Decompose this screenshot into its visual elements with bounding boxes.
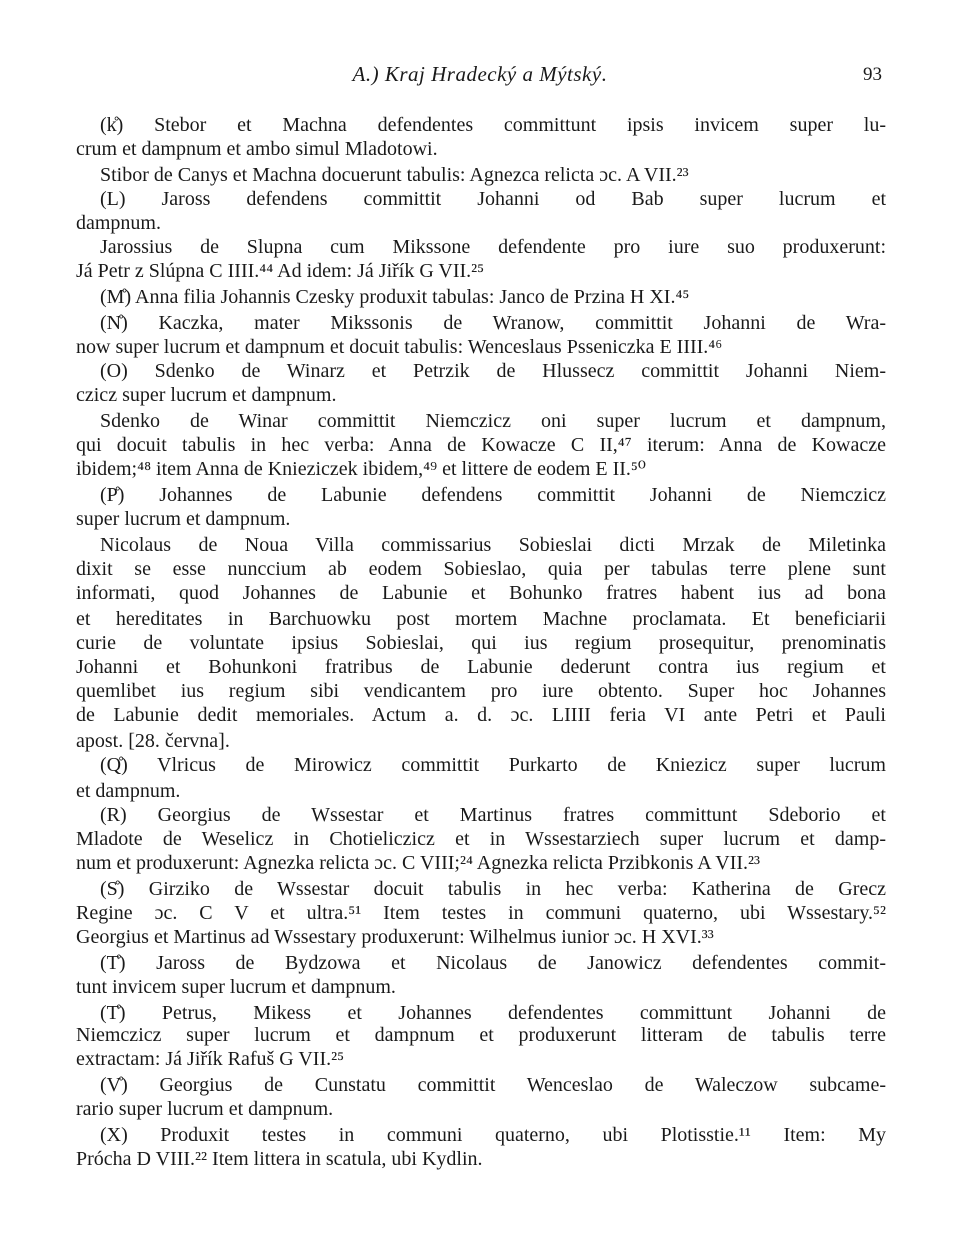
- text-line: [76, 827, 886, 851]
- text-line-content: tunt invicem super lucrum et dampnum.: [76, 976, 396, 998]
- text-line: [76, 113, 886, 137]
- text-line-content: czicz super lucrum et dampnum.: [76, 384, 337, 406]
- text-line: [76, 1073, 886, 1097]
- text-line-content: rario super lucrum et dampnum.: [76, 1098, 334, 1120]
- text-line: [76, 359, 886, 383]
- text-line-content: Mladote de Weselicz in Chotieliczicz et in Wssestarziech super lucrum et damp-: [76, 828, 886, 850]
- text-line-content: (O) Sdenko de Winarz et Petrzik de Hlussecz committit Johanni Niem-: [100, 360, 886, 382]
- text-line-content: now super lucrum et dampnum et docuit tabulis: Wenceslaus Psseniczka E IIII.⁴⁶: [76, 336, 723, 358]
- text-line-content: (V̊) Georgius de Cunstatu committit Wenceslao de Waleczow subcame-: [100, 1074, 886, 1096]
- text-line-content: qui docuit tabulis in hec verba: Anna de Kowacze C II,⁴⁷ iterum: Anna de Kowacze: [76, 434, 886, 456]
- text-line-content: dampnum.: [76, 212, 161, 234]
- text-line-content: quemlibet ius regium sibi vendicantem pro iure obtento. Super hoc Johannes: [76, 680, 886, 702]
- text-line: [76, 335, 886, 359]
- text-line-content: Johanni et Bohunkoni fratribus de Labunie dederunt contra ius regium et: [76, 656, 886, 678]
- text-line: [76, 457, 886, 481]
- text-line-content: et dampnum.: [76, 780, 181, 802]
- text-line: [76, 507, 886, 531]
- text-line-content: (T̊) Petrus, Mikess et Johannes defendentes committunt Johanni de: [100, 1002, 886, 1024]
- text-line: [76, 163, 886, 187]
- text-line: [76, 607, 886, 631]
- text-line-content: crum et dampnum et ambo simul Mladotowi.: [76, 138, 438, 160]
- text-line-content: informati, quod Johannes de Labunie et Bohunko fratres habent ius ad bona: [76, 582, 886, 604]
- text-line: [76, 1047, 886, 1071]
- text-line-content: Nicolaus de Noua Villa commissarius Sobieslai dicti Mrzak de Miletinka: [100, 534, 886, 556]
- text-line: [76, 383, 886, 407]
- text-line-content: et hereditates in Barchuowku post mortem Machne proclamata. Et beneficiarii: [76, 608, 886, 630]
- text-line: [76, 311, 886, 335]
- text-line-content: (T̊) Jaross de Bydzowa et Nicolaus de Janowicz defendentes commit-: [100, 952, 886, 974]
- text-line: [76, 187, 886, 211]
- text-line-content: (S̊) Girziko de Wssestar docuit tabulis in hec verba: Katherina de Grecz: [100, 878, 886, 900]
- text-line: [76, 679, 886, 703]
- text-line-content: super lucrum et dampnum.: [76, 508, 291, 530]
- text-line: [76, 137, 886, 161]
- text-line-content: extractam: Já Jiřík Rafuš G VII.²⁵: [76, 1048, 345, 1070]
- page-header: [0, 58, 960, 92]
- text-line: [76, 925, 886, 949]
- text-line: [76, 877, 886, 901]
- text-line: [76, 1023, 886, 1047]
- text-line-content: de Labunie dedit memoriales. Actum a. d. ɔc. LIIII feria VI ante Petri et Pauli: [76, 704, 886, 726]
- text-line: [76, 259, 886, 283]
- text-line-content: (P̊) Johannes de Labunie defendens committit Johanni de Niemczicz: [100, 484, 886, 506]
- text-line: [76, 803, 886, 827]
- text-line: [76, 557, 886, 581]
- text-line-content: dixit se esse nunccium ab eodem Sobieslao, quia per tabulas terre plene sunt: [76, 558, 886, 580]
- text-line-content: curie de voluntate ipsius Sobieslai, qui ius regium prosequitur, prenominatis: [76, 632, 886, 654]
- text-line-content: (k̊) Stebor et Machna defendentes committunt ipsis invicem super lu-: [100, 114, 886, 136]
- text-line: [76, 851, 886, 875]
- text-line: [76, 235, 886, 259]
- text-line: [76, 975, 886, 999]
- text-line: [76, 1123, 886, 1147]
- text-line: [76, 1147, 886, 1171]
- text-line-content: Regine ɔc. C V et ultra.⁵¹ Item testes in communi quaterno, ubi Wssestary.⁵²: [76, 902, 886, 924]
- text-line: [76, 753, 886, 777]
- text-line-content: (N̊) Kaczka, mater Mikssonis de Wranow, committit Johanni de Wra-: [100, 312, 886, 334]
- text-line: [76, 655, 886, 679]
- text-line-content: Sdenko de Winar committit Niemczicz oni super lucrum et dampnum,: [100, 410, 886, 432]
- text-line: [76, 703, 886, 727]
- text-line: [76, 581, 886, 605]
- text-line-content: apost. [28. června].: [76, 730, 230, 752]
- text-line: [76, 1097, 886, 1121]
- text-line-content: (R) Georgius de Wssestar et Martinus fratres committunt Sdeborio et: [100, 804, 886, 826]
- text-line-content: (M̊) Anna filia Johannis Czesky produxit tabulas: Janco de Przina H XI.⁴⁵: [100, 286, 690, 308]
- text-line: [76, 211, 886, 235]
- text-line: [76, 729, 886, 753]
- running-title: A.) Kraj Hradecký a Mýtský.: [352, 62, 608, 86]
- text-line-content: Já Petr z Slúpna C IIII.⁴⁴ Ad idem: Já Jiřík G VII.²⁵: [76, 260, 485, 282]
- text-line: [76, 285, 886, 309]
- text-line: [76, 631, 886, 655]
- text-line: [76, 1001, 886, 1025]
- text-line: [76, 533, 886, 557]
- text-line: [76, 433, 886, 457]
- text-line: [76, 901, 886, 925]
- text-line: [76, 483, 886, 507]
- page-number: 93: [863, 64, 882, 85]
- text-line-content: Jarossius de Slupna cum Mikssone defendente pro iure suo produxerunt:: [100, 236, 886, 258]
- text-line: [76, 779, 886, 803]
- text-line-content: Prócha D VIII.²² Item littera in scatula, ubi Kydlin.: [76, 1148, 483, 1170]
- text-line-content: num et produxerunt: Agnezka relicta ɔc. C VIII;²⁴ Agnezka relicta Przibkonis A VII.²³: [76, 852, 761, 874]
- text-line-content: (L) Jaross defendens committit Johanni od Bab super lucrum et: [100, 188, 886, 210]
- text-line: [76, 409, 886, 433]
- text-line-content: Stibor de Canys et Machna docuerunt tabulis: Agnezca relicta ɔc. A VII.²³: [100, 164, 689, 186]
- text-line-content: (X) Produxit testes in communi quaterno, ubi Plotisstie.¹¹ Item: My: [100, 1124, 886, 1146]
- text-line-content: (Q̊) Vlricus de Mirowicz committit Purkarto de Kniezicz super lucrum: [100, 754, 886, 776]
- text-line: [76, 951, 886, 975]
- text-line-content: ibidem;⁴⁸ item Anna de Knieziczek ibidem,⁴⁹ et littere de eodem E II.⁵⁰: [76, 458, 646, 480]
- text-line-content: Niemczicz super lucrum et dampnum et produxerunt litteram de tabulis terre: [76, 1024, 886, 1046]
- text-line-content: Georgius et Martinus ad Wssestary produxerunt: Wilhelmus iunior ɔc. H XVI.³³: [76, 926, 714, 948]
